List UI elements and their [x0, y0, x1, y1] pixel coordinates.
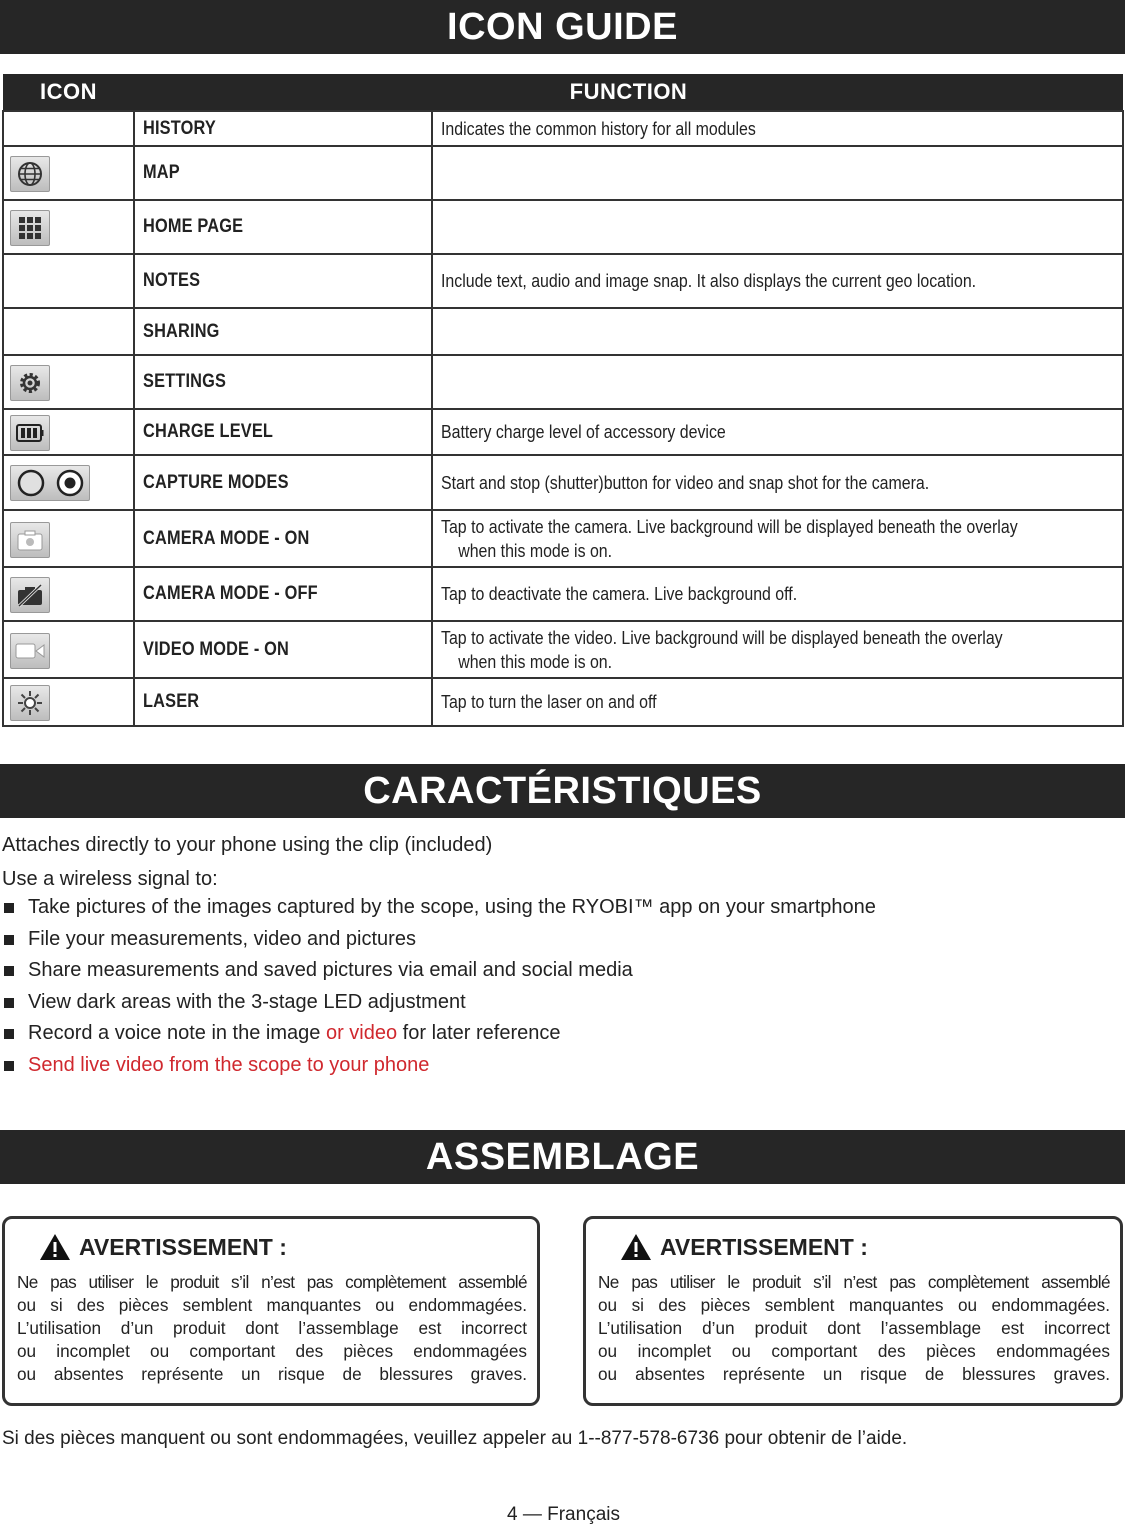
icon-function: Tap to deactivate the camera. Live background off. — [432, 567, 1123, 621]
table-row — [3, 200, 1123, 254]
icon-name: SHARING — [134, 308, 432, 355]
list-item: Record a voice note in the image or video for later reference — [2, 1018, 1122, 1050]
features-list — [2, 892, 1122, 1081]
warning-box-right — [583, 1216, 1123, 1406]
grid-icon — [10, 210, 50, 246]
stop-button-icon — [17, 469, 45, 497]
icon-cell — [3, 409, 134, 455]
table-row — [3, 455, 1123, 510]
icon-name: CAMERA MODE - ON — [134, 510, 432, 567]
table-row — [3, 254, 1123, 308]
icon-cell — [3, 308, 134, 355]
icon-cell — [3, 146, 134, 200]
icon-function: Indicates the common history for all modules — [432, 111, 1123, 146]
shutter-button-icon — [56, 469, 84, 497]
column-header-icon: ICON — [3, 74, 134, 111]
warning-header: AVERTISSEMENT : — [39, 1233, 527, 1261]
bullet-icon — [4, 998, 14, 1008]
icon-name: VIDEO MODE - ON — [134, 621, 432, 678]
table-row — [3, 678, 1123, 726]
highlight-text: Send live video from the scope to your phone — [28, 1053, 430, 1076]
bullet-icon — [4, 935, 14, 945]
bullet-icon — [4, 966, 14, 976]
camera-off-icon — [10, 577, 50, 613]
icon-guide-table — [2, 74, 1124, 727]
camera-on-icon — [10, 522, 50, 558]
assemblage-banner: ASSEMBLAGE — [0, 1130, 1125, 1184]
icon-guide-banner: ICON GUIDE — [0, 0, 1125, 54]
features-section — [2, 830, 1122, 1081]
icon-name: SETTINGS — [134, 355, 432, 409]
features-intro: Attaches directly to your phone using the clip (included) — [2, 834, 493, 856]
globe-icon — [10, 156, 50, 192]
list-item: File your measurements, video and pictures — [2, 924, 1122, 956]
icon-name: MAP — [134, 146, 432, 200]
icon-function: Start and stop (shutter)button for video and snap shot for the camera. — [432, 455, 1123, 510]
warning-box-left — [2, 1216, 540, 1406]
page-number: 4 — Français — [507, 1504, 620, 1525]
icon-function: Include text, audio and image snap. It also displays the current geo location. — [432, 254, 1123, 308]
bullet-icon — [4, 1029, 14, 1039]
icon-name: CHARGE LEVEL — [134, 409, 432, 455]
gear-icon — [10, 365, 50, 401]
highlight-text: or video — [325, 1022, 398, 1044]
icon-name: NOTES — [134, 254, 432, 308]
table-row — [3, 567, 1123, 621]
capture-modes-icon — [10, 465, 90, 501]
icon-function: Tap to turn the laser on and off — [432, 678, 1123, 726]
help-text: Si des pièces manquent ou sont endommagées, veuillez appeler au 1--877-578-6736 pour obtenir de l’aide. — [2, 1428, 908, 1449]
list-item: Take pictures of the images captured by the scope, using the RYOBI™ app on your smartphone — [2, 892, 1122, 924]
battery-icon — [10, 415, 50, 451]
icon-function: Battery charge level of accessory device — [432, 409, 1123, 455]
video-camera-icon — [10, 633, 50, 669]
icon-function: Tap to activate the camera. Live background will be displayed beneath the overlay when this mode is on. — [432, 510, 1123, 567]
icon-cell — [3, 355, 134, 409]
icon-name: LASER — [134, 678, 432, 726]
table-header-row — [3, 74, 1123, 111]
warning-header: AVERTISSEMENT : — [620, 1233, 1110, 1261]
warning-icon — [39, 1233, 71, 1261]
icon-name: HOME PAGE — [134, 200, 432, 254]
table-row — [3, 510, 1123, 567]
table-row — [3, 308, 1123, 355]
icon-function — [432, 308, 1123, 355]
caracteristiques-banner: CARACTÉRISTIQUES — [0, 764, 1125, 818]
icon-name: CAMERA MODE - OFF — [134, 567, 432, 621]
warning-icon — [620, 1233, 652, 1261]
icon-name: CAPTURE MODES — [134, 455, 432, 510]
icon-cell — [3, 678, 134, 726]
icon-function — [432, 146, 1123, 200]
list-item: Share measurements and saved pictures via email and social media — [2, 955, 1122, 987]
icon-name: HISTORY — [134, 111, 432, 146]
icon-function: Tap to activate the video. Live background will be displayed beneath the overlay when this mode is on. — [432, 621, 1123, 678]
warning-text: Ne pas utiliser le produit s’il n’est pas complètement assemblé ou si des pièces semblent manquantes ou endommagées. L’utilisation d’un produit dont l’assemblage est incorrect ou incomplet ou comportant des pièces endommagées ou absentes représente un risque de blessures graves. — [17, 1272, 527, 1384]
icon-cell — [3, 254, 134, 308]
icon-cell — [3, 567, 134, 621]
icon-cell — [3, 200, 134, 254]
list-item: View dark areas with the 3-stage LED adjustment — [2, 987, 1122, 1019]
icon-function — [432, 355, 1123, 409]
table-row — [3, 146, 1123, 200]
laser-icon — [10, 685, 50, 721]
warning-text: Ne pas utiliser le produit s’il n’est pas complètement assemblé ou si des pièces semblent manquantes ou endommagées. L’utilisation d’un produit dont l’assemblage est incorrect ou incomplet ou comportant des pièces endommagées ou absentes représente un risque de blessures graves. — [598, 1272, 1110, 1384]
bullet-icon — [4, 903, 14, 913]
icon-cell — [3, 111, 134, 146]
table-row — [3, 355, 1123, 409]
bullet-icon — [4, 1061, 14, 1071]
table-row — [3, 409, 1123, 455]
list-item — [2, 1050, 1122, 1082]
table-row — [3, 111, 1123, 146]
table-row — [3, 621, 1123, 678]
icon-cell — [3, 510, 134, 567]
column-header-function: FUNCTION — [134, 74, 1123, 111]
icon-function — [432, 200, 1123, 254]
features-lead: Use a wireless signal to: — [2, 868, 218, 890]
icon-cell — [3, 455, 134, 510]
icon-cell — [3, 621, 134, 678]
